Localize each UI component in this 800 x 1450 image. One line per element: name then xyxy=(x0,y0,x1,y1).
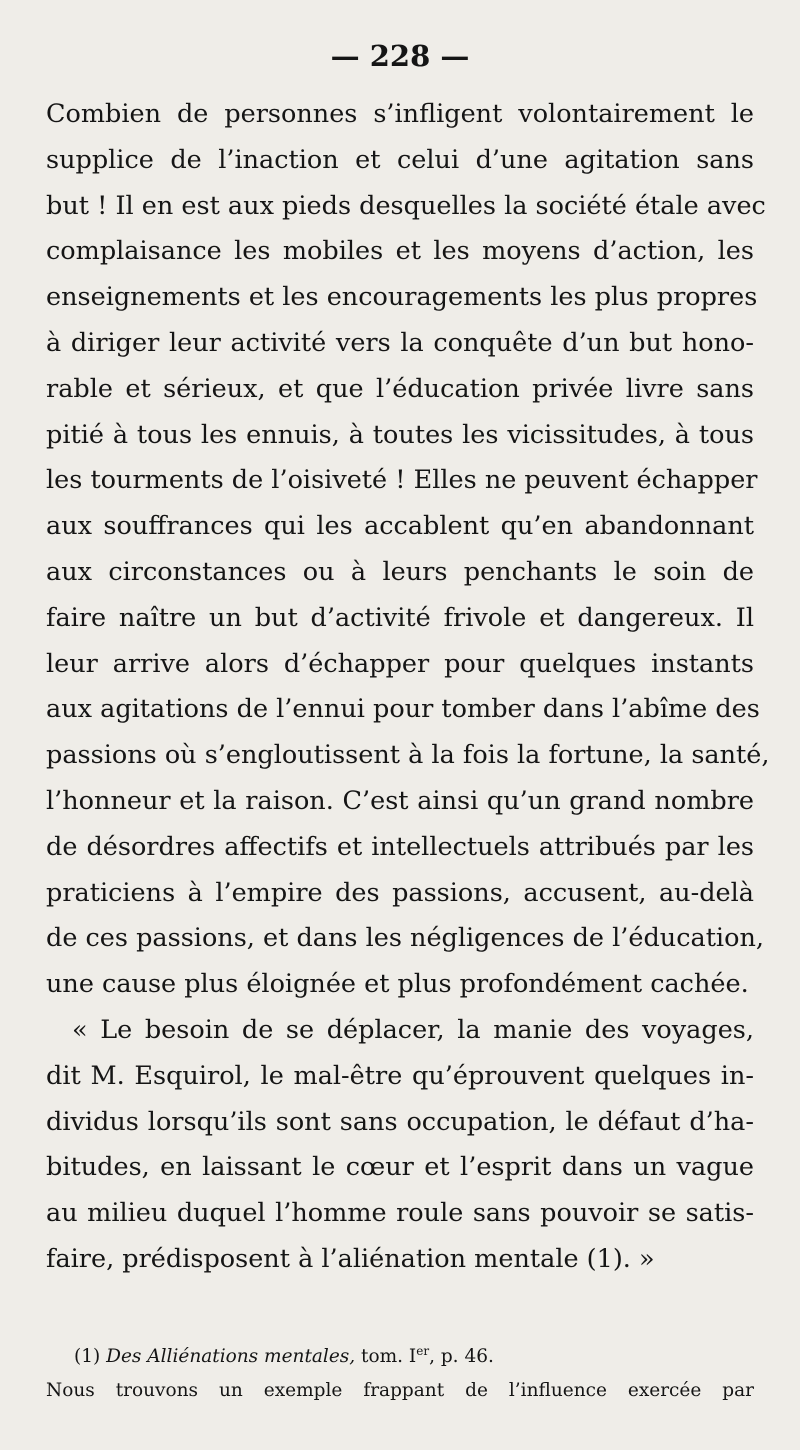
footnote-marker: (1) xyxy=(74,1346,101,1367)
text-line: passions où s’engloutissent à la fois la fortune, la santé, xyxy=(46,740,770,771)
text-line: but ! Il en est aux pieds desquelles la société étale avec xyxy=(46,190,766,221)
paragraph-2-quote xyxy=(46,1008,754,1283)
text-line: aux circonstances ou à leurs penchants le soin de xyxy=(46,556,754,587)
text-line: pitié à tous les ennuis, à toutes les vicissitudes, à tous xyxy=(46,419,754,450)
text-line: faire, prédisposent à l’aliénation mentale (1). » xyxy=(46,1243,655,1274)
text-line: enseignements et les encouragements les plus propres xyxy=(46,282,758,313)
text-line: praticiens à l’empire des passions, accusent, au-delà xyxy=(46,877,754,908)
text-line: leur arrive alors d’échapper pour quelques instants xyxy=(46,648,754,679)
text-line: de ces passions, et dans les négligences de l’éducation, xyxy=(46,923,764,954)
text-line: les tourments de l’oisiveté ! Elles ne peuvent échapper xyxy=(46,465,758,496)
text-line: aux souffrances qui les accablent qu’en abandonnant xyxy=(46,511,754,542)
text-line: de désordres affectifs et intellectuels attribués par les xyxy=(46,831,754,862)
footnote-tome: tom. I xyxy=(361,1346,417,1367)
text-line: aux agitations de l’ennui pour tomber dans l’abîme des xyxy=(46,694,760,725)
text-line: l’honneur et la raison. C’est ainsi qu’un grand nombre xyxy=(46,785,754,816)
text-line: bitudes, en laissant le cœur et l’esprit dans un vague xyxy=(46,1152,754,1183)
text-line: à diriger leur activité vers la conquête d’un but hono- xyxy=(46,327,754,358)
text-line: faire naître un but d’activité frivole et dangereux. Il xyxy=(46,602,754,633)
footnote-1 xyxy=(74,1340,754,1374)
text-line: « Le besoin de se déplacer, la manie des voyages, xyxy=(72,1014,754,1045)
text-line: complaisance les mobiles et les moyens d’action, les xyxy=(46,236,754,267)
continuation-line: Nous trouvons un exemple frappant de l’influence exercée par xyxy=(46,1380,754,1401)
footnote-title: Des Alliénations mentales, xyxy=(106,1346,356,1367)
footnote-page-ref: , p. 46. xyxy=(429,1346,494,1367)
text-line: Combien de personnes s’infligent volontairement le xyxy=(46,99,754,129)
text-line: une cause plus éloignée et plus profondément cachée. xyxy=(46,969,749,1000)
text-line: dividus lorsqu’ils sont sans occupation, le défaut d’ha- xyxy=(46,1106,754,1137)
text-line: supplice de l’inaction et celui d’une agitation sans xyxy=(46,144,754,175)
main-text xyxy=(46,92,770,1283)
footnote-tome-sup: er xyxy=(416,1343,430,1358)
text-line: dit M. Esquirol, le mal-être qu’éprouvent quelques in- xyxy=(46,1060,754,1091)
footnotes xyxy=(46,1340,754,1408)
text-line: au milieu duquel l’homme roule sans pouvoir se satis- xyxy=(46,1198,754,1229)
page-number: — 228 — xyxy=(330,39,470,73)
paragraph-1 xyxy=(46,92,770,1008)
text-line: rable et sérieux, et que l’éducation privée livre sans xyxy=(46,373,754,404)
